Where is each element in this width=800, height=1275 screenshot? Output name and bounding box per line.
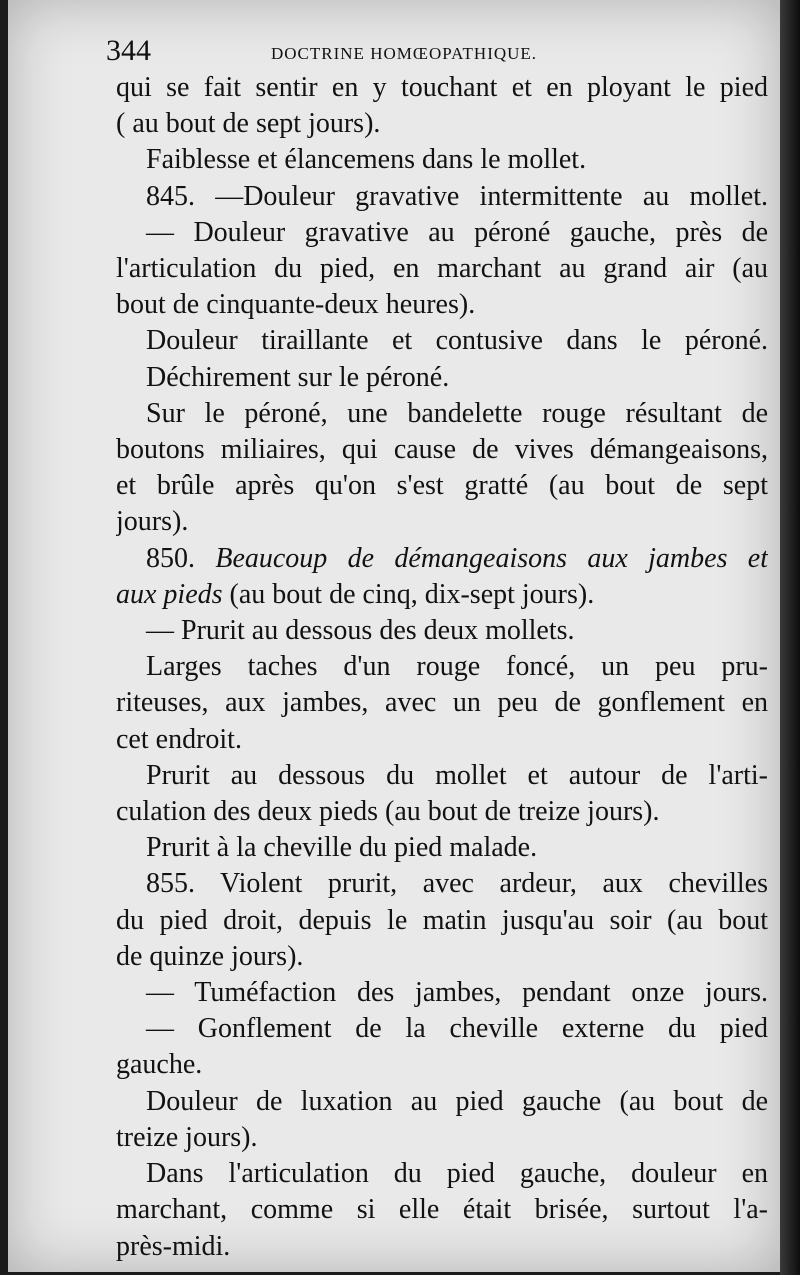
text-line — [116, 179, 768, 215]
italic-segment: aux pieds — [116, 578, 223, 610]
text-segment: 845. —Douleur gravative intermittente au mollet. — [146, 180, 768, 212]
text-segment: gauche. — [116, 1049, 203, 1081]
text-line — [116, 70, 768, 106]
text-segment: qui se fait sentir en y touchant et en ployant le pied — [116, 72, 768, 103]
text-line — [116, 830, 768, 866]
text-segment: bout de cinquante-deux heures). — [116, 289, 476, 321]
text-segment: Prurit à la cheville du pied malade. — [146, 832, 538, 864]
page-number: 344 — [106, 34, 151, 67]
text-segment: Douleur tiraillante et contusive dans le péroné. — [146, 325, 768, 357]
text-line — [116, 504, 768, 540]
text-line — [116, 251, 768, 287]
text-segment: et brûle après qu'on s'est gratté (au bout de sept — [116, 470, 768, 502]
text-line — [116, 468, 768, 504]
text-line — [116, 722, 768, 758]
running-head: DOCTRINE HOMŒOPATHIQUE. — [271, 44, 538, 63]
text-line — [116, 1047, 768, 1083]
text-line — [116, 142, 768, 178]
text-segment: jours). — [116, 506, 189, 538]
text-line — [116, 541, 768, 577]
text-segment: Larges taches d'un rouge foncé, un peu pru- — [146, 651, 768, 683]
text-segment: Déchirement sur le péroné. — [146, 361, 450, 393]
text-segment: marchant, comme si elle était brisée, surtout l'a- — [116, 1194, 768, 1226]
text-line — [116, 903, 768, 939]
text-segment: culation des deux pieds (au bout de treize jours). — [116, 796, 660, 828]
book-page — [8, 0, 780, 1272]
text-segment: Sur le péroné, une bandelette rouge résultant de — [146, 397, 768, 429]
text-segment: cet endroit. — [116, 723, 242, 755]
text-segment: riteuses, aux jambes, avec un peu de gonflement en — [116, 687, 768, 719]
text-line — [116, 1084, 768, 1120]
text-line — [116, 360, 768, 396]
text-segment: près-midi. — [116, 1230, 231, 1262]
text-line — [116, 106, 768, 142]
page-header — [106, 34, 766, 74]
text-line — [116, 323, 768, 359]
text-segment: 850. — [146, 542, 195, 574]
text-segment: — Gonflement de la cheville externe du pied — [146, 1013, 768, 1045]
text-segment: du pied droit, depuis le matin jusqu'au soir (au bout — [116, 904, 768, 936]
text-segment: treize jours). — [116, 1121, 258, 1153]
text-segment: de quinze jours). — [116, 940, 304, 972]
text-segment: boutons miliaires, qui cause de vives démangeaisons, — [116, 434, 768, 466]
text-line — [116, 577, 768, 613]
text-line — [116, 685, 768, 721]
text-line — [116, 1011, 768, 1047]
text-segment: (au bout de cinq, dix-sept jours). — [229, 578, 595, 610]
text-line — [116, 287, 768, 323]
text-line — [116, 649, 768, 685]
text-line — [116, 794, 768, 830]
text-segment: 855. Violent prurit, avec ardeur, aux chevilles — [146, 868, 768, 900]
text-line — [116, 1156, 768, 1192]
page-edge-shadow — [780, 0, 800, 1275]
text-segment: ( au bout de sept jours). — [116, 108, 381, 140]
text-line — [116, 1192, 768, 1228]
text-segment: Prurit au dessous du mollet et autour de l'arti- — [146, 759, 768, 791]
text-line — [116, 866, 768, 902]
text-segment: — Douleur gravative au péroné gauche, près de — [146, 216, 768, 248]
text-segment: — Tuméfaction des jambes, pendant onze jours. — [146, 977, 768, 1009]
text-line — [116, 758, 768, 794]
text-line — [116, 215, 768, 251]
text-line — [116, 939, 768, 975]
text-line — [116, 975, 768, 1011]
text-line — [116, 396, 768, 432]
italic-segment: Beaucoup de démangeaisons aux jambes et — [215, 542, 768, 574]
text-segment: Faiblesse et élancemens dans le mollet. — [146, 144, 587, 176]
text-line — [116, 432, 768, 468]
text-line — [116, 1120, 768, 1156]
text-segment: Douleur de luxation au pied gauche (au bout de — [146, 1085, 768, 1117]
body-text — [116, 70, 768, 1265]
text-segment: — Prurit au dessous des deux mollets. — [146, 615, 575, 647]
text-segment: Dans l'articulation du pied gauche, douleur en — [146, 1158, 768, 1190]
text-line — [116, 613, 768, 649]
text-line — [116, 1229, 768, 1265]
text-segment: l'articulation du pied, en marchant au grand air (au — [116, 253, 768, 285]
